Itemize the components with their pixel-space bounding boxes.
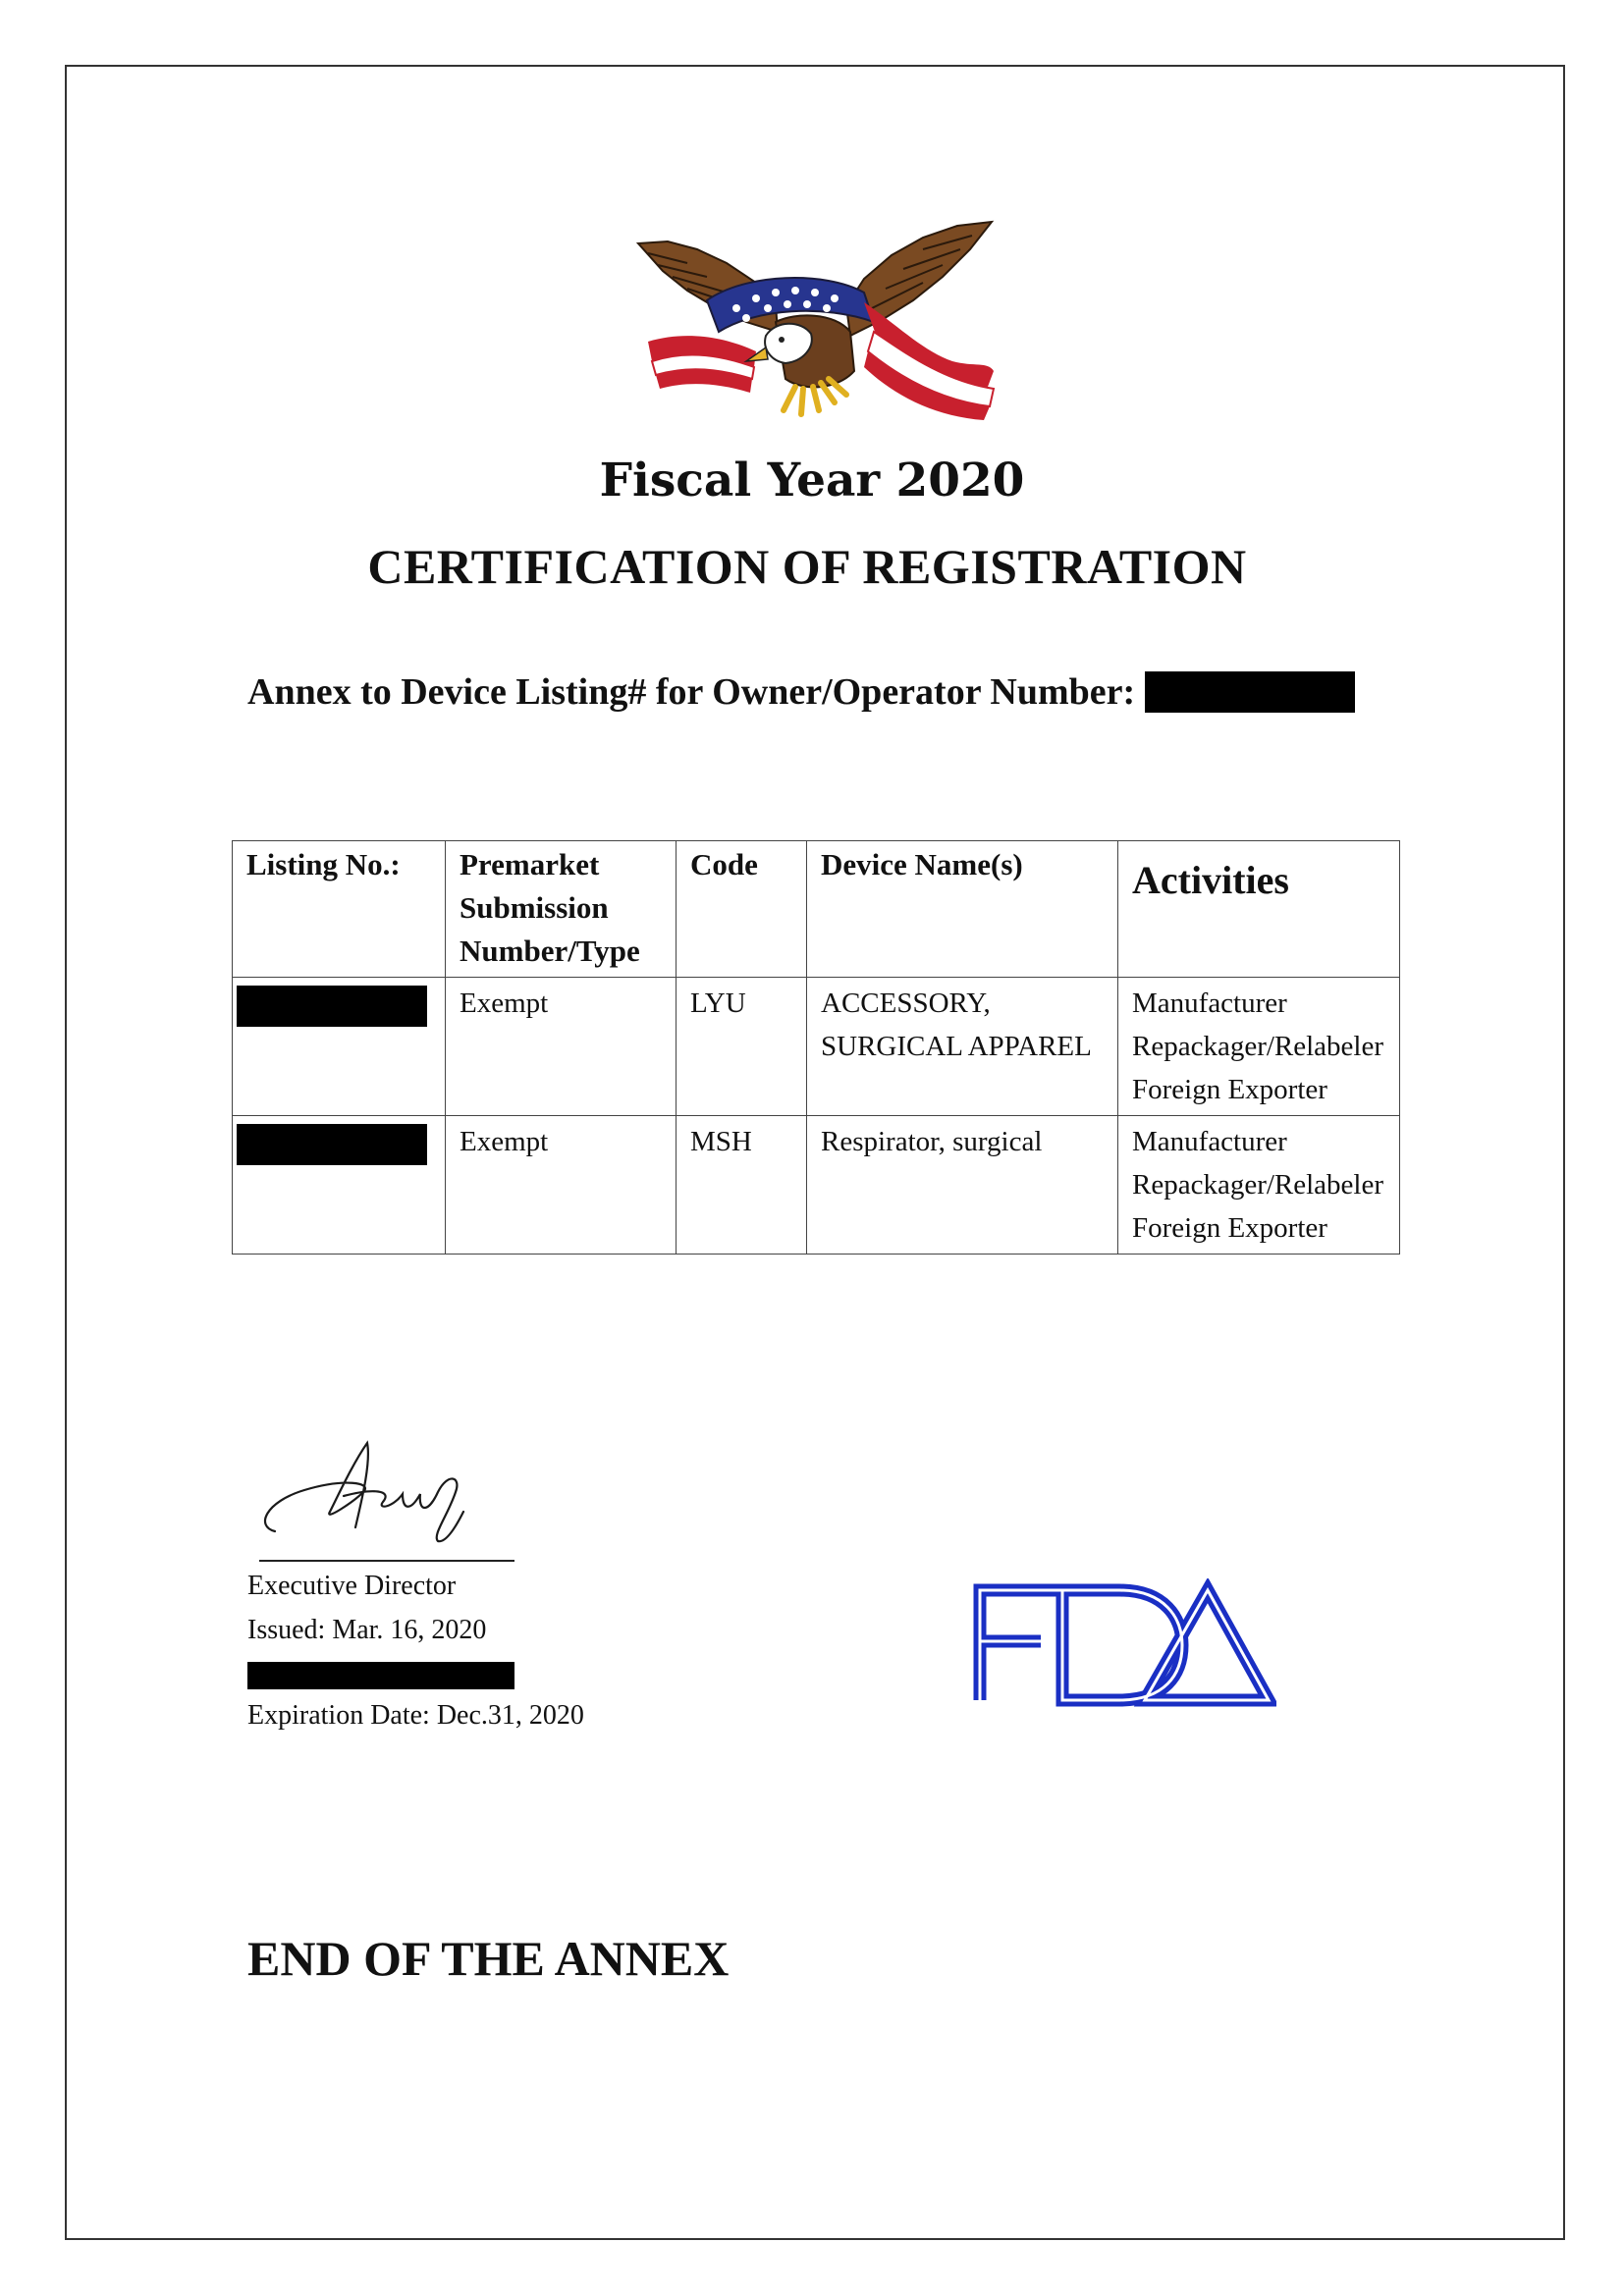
end-of-annex: END OF THE ANNEX: [247, 1931, 730, 1986]
code-cell: MSH: [677, 1116, 807, 1255]
listing-no-cell: [233, 1116, 446, 1255]
table-row: [233, 1116, 1400, 1255]
header-activities: Activities: [1118, 841, 1400, 978]
activity-item: Foreign Exporter: [1132, 1212, 1327, 1244]
redacted-owner-number: [1145, 671, 1355, 713]
issued-date: Issued: Mar. 16, 2020: [247, 1615, 487, 1645]
activity-item: Repackager/Relabeler: [1132, 1169, 1384, 1201]
activity-item: Manufacturer: [1132, 988, 1287, 1019]
device-name-line: ACCESSORY,: [821, 988, 991, 1019]
code-cell: LYU: [677, 978, 807, 1116]
annex-heading-text: Annex to Device Listing# for Owner/Operator Number:: [247, 671, 1136, 713]
activities-cell: [1118, 1116, 1400, 1255]
signature-icon: [245, 1433, 540, 1551]
fiscal-year-title: Fiscal Year 2020: [599, 454, 1025, 507]
device-listing-table: [232, 840, 1400, 1255]
redacted-line: [247, 1662, 514, 1689]
certificate-title: CERTIFICATION OF REGISTRATION: [367, 539, 1247, 594]
device-name-line: Respirator, surgical: [821, 1126, 1043, 1157]
table-header-row: [233, 841, 1400, 978]
activity-item: Repackager/Relabeler: [1132, 1031, 1384, 1062]
redacted-listing-number: [237, 1124, 427, 1165]
device-name-cell: [807, 978, 1118, 1116]
expiration-date: Expiration Date: Dec.31, 2020: [247, 1700, 584, 1731]
activities-cell: [1118, 978, 1400, 1116]
redacted-block: [247, 1662, 514, 1689]
fda-logo-icon: [972, 1578, 1276, 1708]
annex-heading: [247, 670, 1355, 714]
activity-item: Manufacturer: [1132, 1126, 1287, 1157]
header-premarket: Premarket Submission Number/Type: [446, 841, 677, 978]
listing-no-cell: [233, 978, 446, 1116]
table-row: [233, 978, 1400, 1116]
premarket-cell: Exempt: [446, 978, 677, 1116]
activity-item: Foreign Exporter: [1132, 1074, 1327, 1105]
signature-line: [259, 1560, 514, 1562]
eagle-flag-emblem-icon: [628, 214, 1001, 432]
header-code: Code: [677, 841, 807, 978]
header-device-names: Device Name(s): [807, 841, 1118, 978]
header-listing-no: Listing No.:: [233, 841, 446, 978]
premarket-cell: Exempt: [446, 1116, 677, 1255]
redacted-listing-number: [237, 986, 427, 1027]
device-name-cell: [807, 1116, 1118, 1255]
device-name-line: SURGICAL APPAREL: [821, 1031, 1092, 1062]
signer-title: Executive Director: [247, 1571, 457, 1601]
